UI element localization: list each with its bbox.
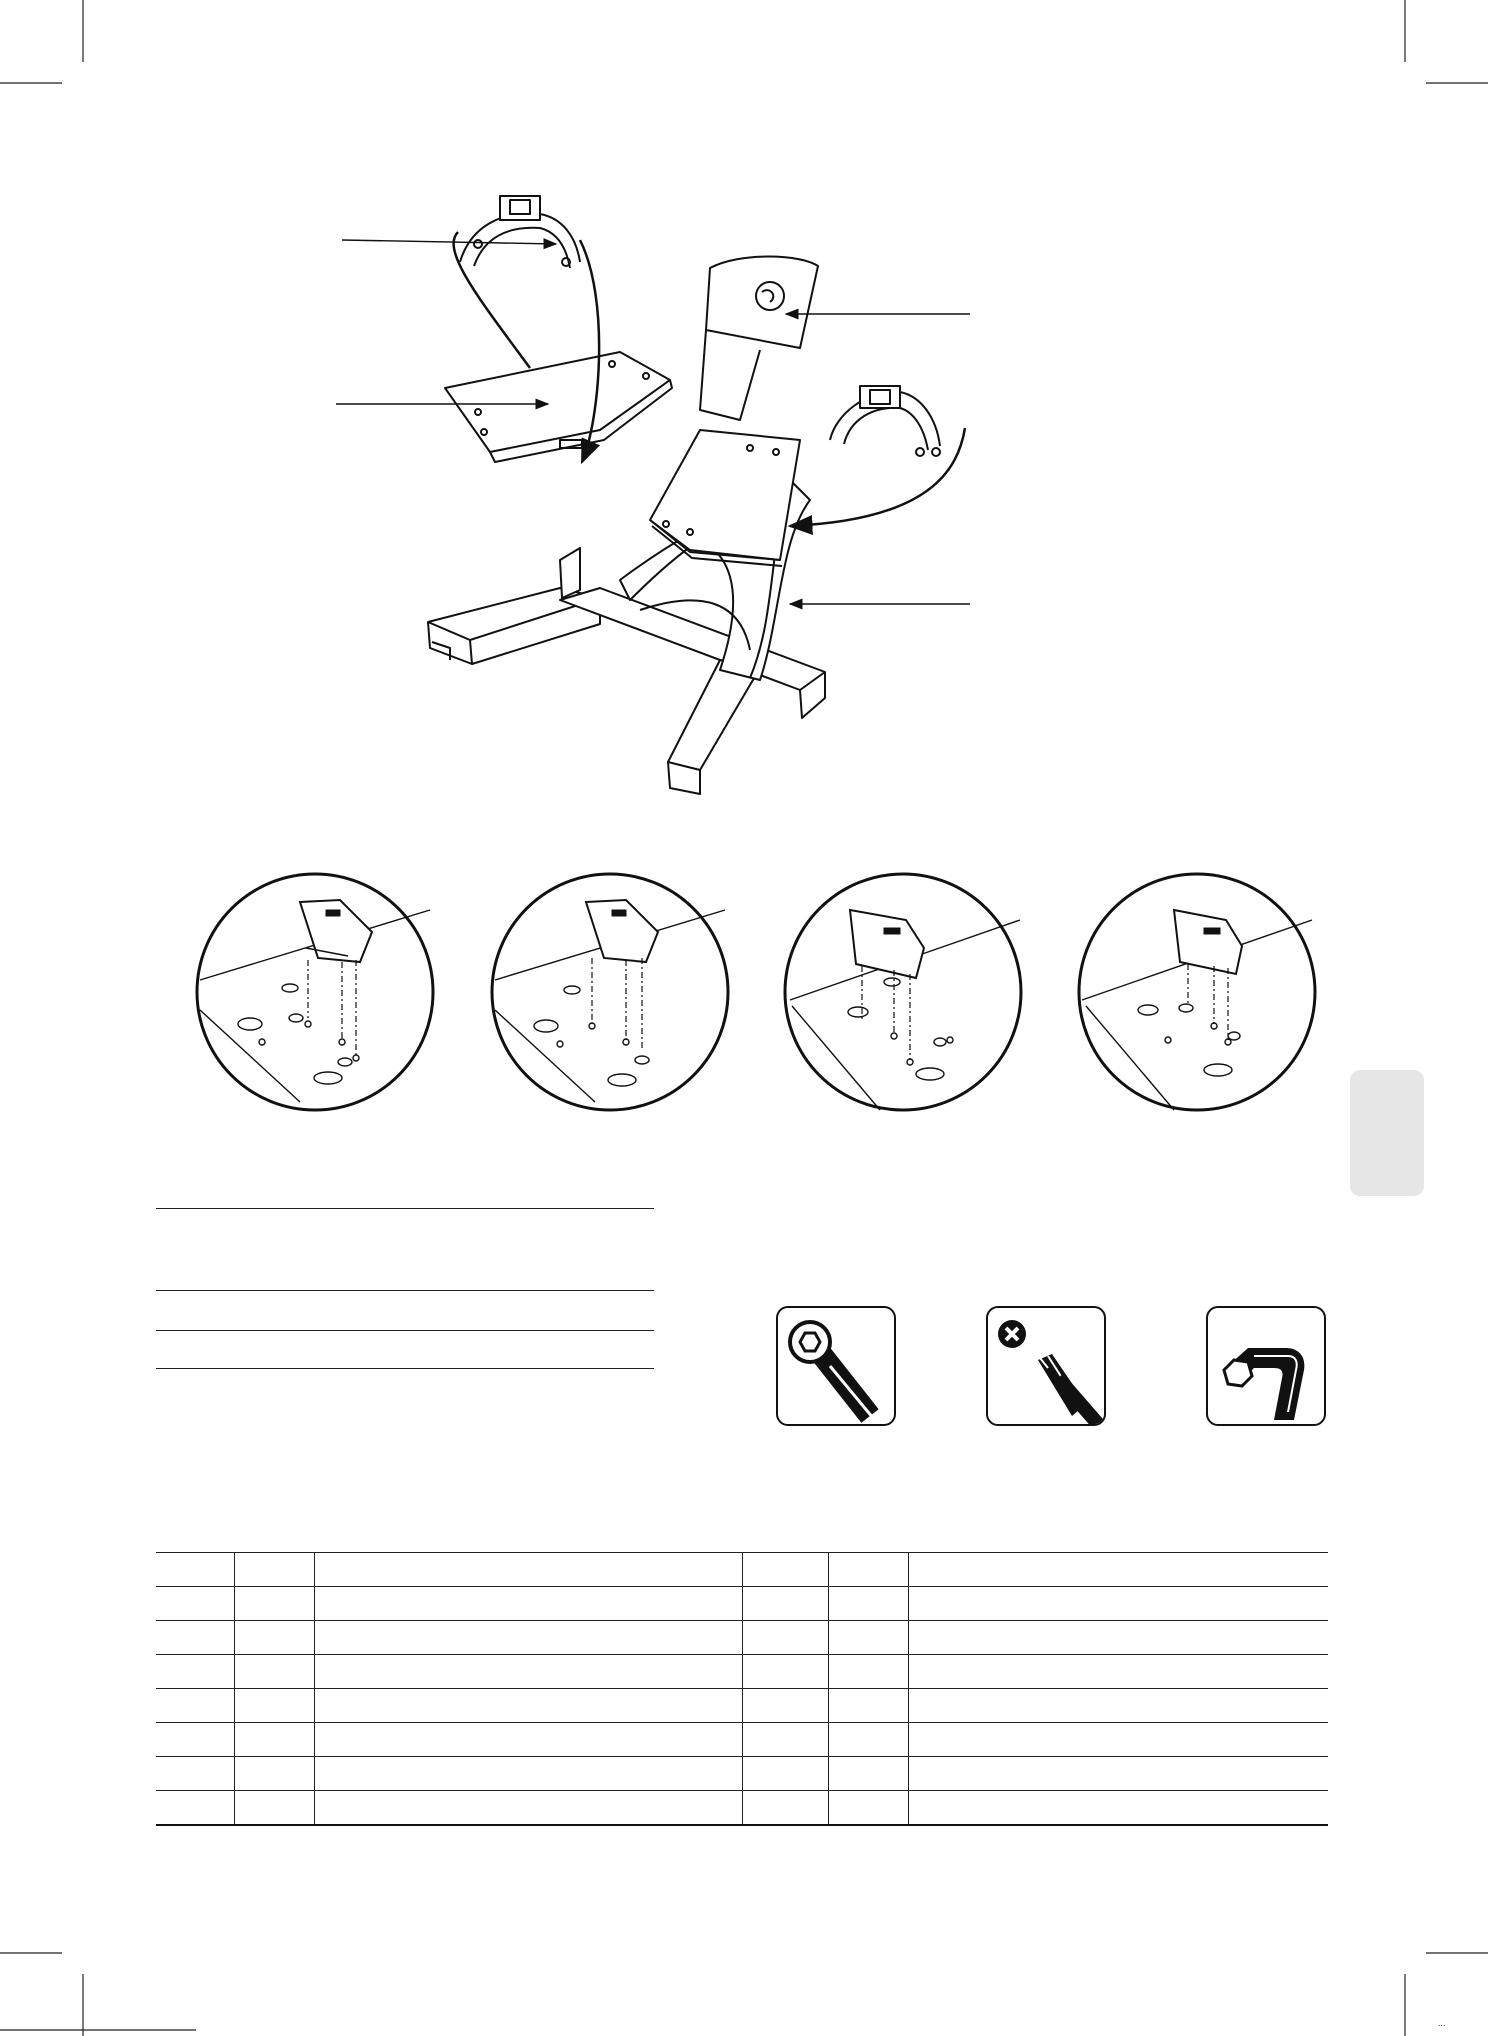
table-cell (156, 1689, 234, 1723)
table-cell (314, 1553, 742, 1587)
table-cell (234, 1689, 314, 1723)
wrench-icon (778, 1308, 894, 1424)
table-cell (234, 1723, 314, 1757)
table-cell (314, 1655, 742, 1689)
table-cell (314, 1689, 742, 1723)
table-cell (156, 1553, 234, 1587)
table-cell (742, 1553, 828, 1587)
section-tab (1350, 1070, 1424, 1196)
table-cell (314, 1621, 742, 1655)
table-cell (742, 1621, 828, 1655)
table-cell (234, 1587, 314, 1621)
table-cell (742, 1757, 828, 1791)
table-cell (908, 1689, 1328, 1723)
table-cell (742, 1655, 828, 1689)
table-cell (742, 1689, 828, 1723)
table-cell (908, 1757, 1328, 1791)
text-rule-2 (156, 1290, 654, 1291)
table-cell (742, 1587, 828, 1621)
table-row (156, 1791, 1328, 1826)
table-row (156, 1655, 1328, 1689)
text-rule-3 (156, 1330, 654, 1331)
table-cell (234, 1757, 314, 1791)
table-cell (156, 1757, 234, 1791)
table-cell (828, 1587, 908, 1621)
table-cell (234, 1621, 314, 1655)
table-cell (314, 1791, 742, 1826)
table-cell (828, 1723, 908, 1757)
table-row (156, 1553, 1328, 1587)
table-cell (908, 1553, 1328, 1587)
table-cell (156, 1723, 234, 1757)
table-cell (156, 1791, 234, 1826)
parts-table (156, 1552, 1328, 1826)
table-cell (314, 1757, 742, 1791)
table-cell (908, 1723, 1328, 1757)
table-row (156, 1723, 1328, 1757)
wrench-tool-box (776, 1306, 896, 1426)
table-cell (314, 1723, 742, 1757)
table-cell (828, 1621, 908, 1655)
detail-view-4 (1079, 874, 1315, 1110)
table-cell (234, 1553, 314, 1587)
hexkey-tool-box (1206, 1306, 1326, 1426)
table-cell (234, 1791, 314, 1826)
table-cell (828, 1791, 908, 1826)
table-row (156, 1587, 1328, 1621)
phillips-screwdriver-icon (988, 1308, 1104, 1424)
table-cell (234, 1655, 314, 1689)
table-cell (742, 1723, 828, 1757)
table-row (156, 1621, 1328, 1655)
text-rule-4 (156, 1368, 654, 1369)
detail-views (190, 870, 1320, 1120)
detail-view-3 (785, 874, 1021, 1110)
table-cell (828, 1757, 908, 1791)
table-cell (314, 1587, 742, 1621)
table-cell (828, 1689, 908, 1723)
table-cell (908, 1621, 1328, 1655)
table-cell (156, 1621, 234, 1655)
table-row (156, 1757, 1328, 1791)
hex-key-icon (1208, 1308, 1324, 1424)
table-cell (908, 1587, 1328, 1621)
screwdriver-tool-box (986, 1306, 1106, 1426)
table-cell (908, 1791, 1328, 1826)
detail-view-2 (492, 874, 728, 1110)
table-row (156, 1689, 1328, 1723)
assembly-illustration (300, 180, 1000, 820)
page-corner-mark: ... (1438, 2018, 1446, 2028)
table-cell (156, 1655, 234, 1689)
table-cell (828, 1655, 908, 1689)
table-cell (156, 1587, 234, 1621)
detail-view-1 (197, 874, 433, 1110)
table-cell (908, 1655, 1328, 1689)
text-rule-1 (156, 1208, 654, 1209)
table-cell (742, 1791, 828, 1826)
table-cell (828, 1553, 908, 1587)
